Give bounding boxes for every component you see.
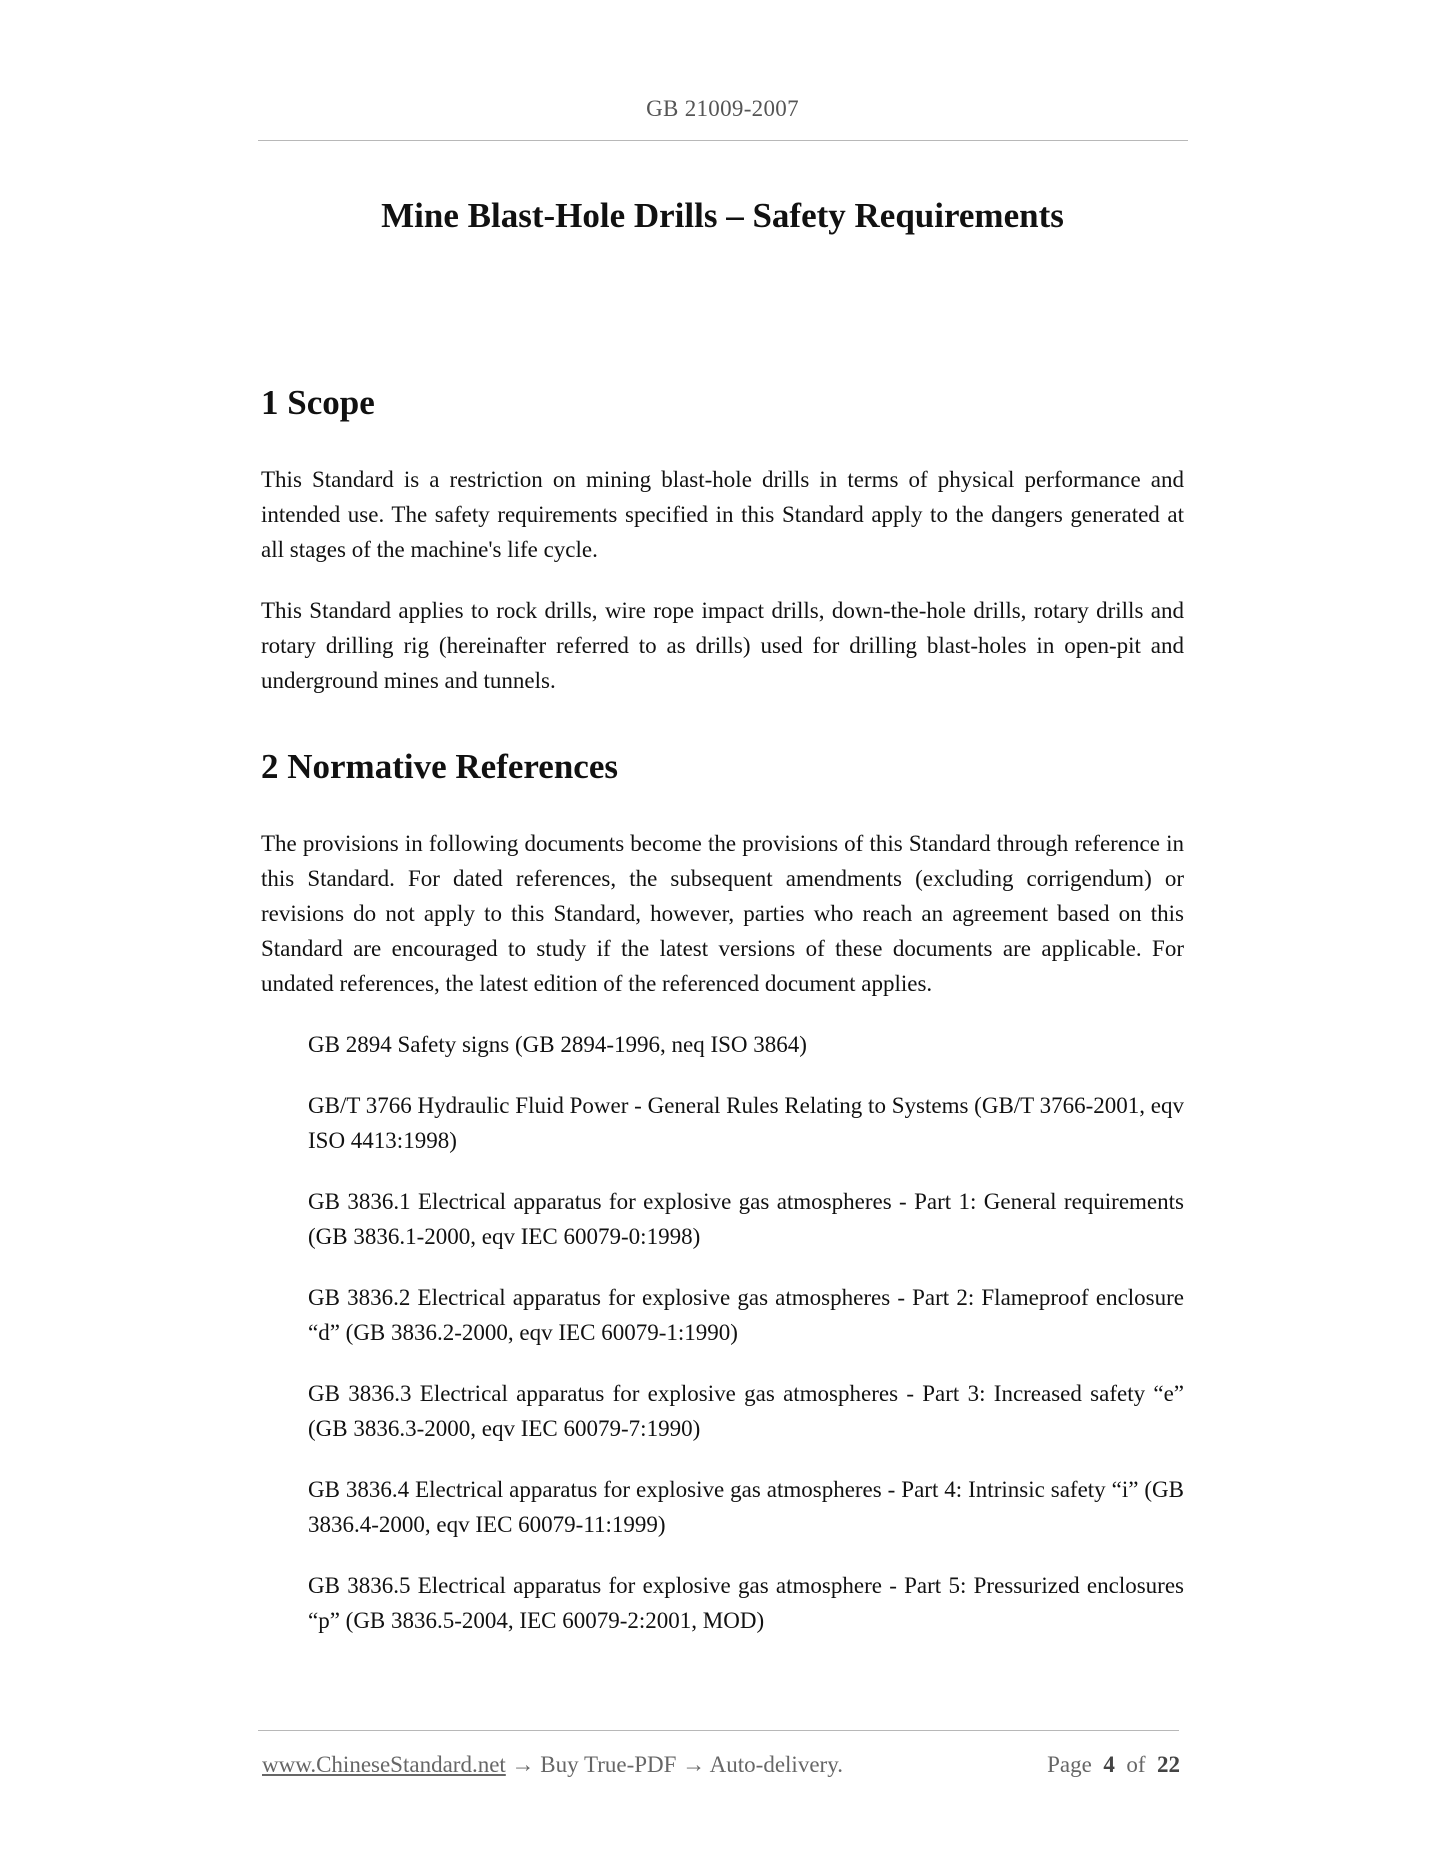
buy-pdf-text: Buy True-PDF — [540, 1752, 677, 1777]
reference-item: GB 3836.2 Electrical apparatus for explosive gas atmospheres - Part 2: Flameproof enclosure “d” (GB 3836.2-2000, eqv IEC 60079-1:1990) — [308, 1285, 1184, 1345]
paragraph: This Standard applies to rock drills, wire rope impact drills, down-the-hole drills, rotary drills and rotary drilling rig (hereinafter referred to as drills) used for drilling blast-holes in open-pit and underground mines and tunnels. — [261, 598, 1184, 693]
paragraph: This Standard is a restriction on mining blast-hole drills in terms of physical performance and intended use. The safety requirements specified in this Standard apply to the dangers generated at all stages of the machine's life cycle. — [261, 467, 1184, 562]
section-scope — [261, 382, 1184, 698]
header-divider — [258, 140, 1188, 141]
website-link[interactable]: www.ChineseStandard.net — [262, 1752, 506, 1777]
of-label: of — [1126, 1752, 1146, 1777]
header-doc-code: GB 21009-2007 — [646, 96, 799, 121]
reference-item: GB 3836.3 Electrical apparatus for explosive gas atmospheres - Part 3: Increased safety “e” (GB 3836.3-2000, eqv IEC 60079-7:1990) — [308, 1381, 1184, 1441]
arrow-right-icon: → — [682, 1752, 706, 1777]
reference-item: GB 3836.1 Electrical apparatus for explosive gas atmospheres - Part 1: General requirements (GB 3836.1-2000, eqv IEC 60079-0:1998) — [308, 1189, 1184, 1249]
section-heading: 1 Scope — [261, 383, 375, 422]
reference-item: GB 3836.5 Electrical apparatus for explosive gas atmosphere - Part 5: Pressurized enclosures “p” (GB 3836.5-2004, IEC 60079-2:2001, MOD) — [308, 1573, 1184, 1633]
paragraph: The provisions in following documents become the provisions of this Standard through reference in this Standard. For dated references, the subsequent amendments (excluding corrigendum) or revisions do not apply to this Standard, however, parties who reach an agreement based on this Standard are encouraged to study if the latest versions of these documents are applicable. For undated references, the latest edition of the referenced document applies. — [261, 831, 1184, 996]
reference-item: GB 3836.4 Electrical apparatus for explosive gas atmospheres - Part 4: Intrinsic safety “i” (GB 3836.4-2000, eqv IEC 60079-11:1999) — [308, 1477, 1184, 1537]
page-number: 4 — [1103, 1752, 1115, 1777]
document-title: Mine Blast-Hole Drills – Safety Requirements — [381, 196, 1064, 235]
page-label: Page — [1047, 1752, 1092, 1777]
page-footer — [262, 1752, 1180, 1788]
reference-list — [261, 1027, 1184, 1638]
footer-promo — [262, 1752, 843, 1778]
footer-divider — [258, 1730, 1179, 1731]
reference-item: GB/T 3766 Hydraulic Fluid Power - General Rules Relating to Systems (GB/T 3766-2001, eqv ISO 4413:1998) — [308, 1093, 1184, 1153]
page-indicator — [1047, 1752, 1180, 1778]
reference-item: GB 2894 Safety signs (GB 2894-1996, neq ISO 3864) — [308, 1032, 807, 1057]
section-normative-references — [261, 746, 1184, 1638]
auto-delivery-text: Auto-delivery. — [709, 1752, 843, 1777]
total-pages: 22 — [1157, 1752, 1180, 1777]
document-body — [261, 382, 1184, 1664]
arrow-right-icon: → — [511, 1752, 535, 1777]
section-heading: 2 Normative References — [261, 747, 618, 786]
